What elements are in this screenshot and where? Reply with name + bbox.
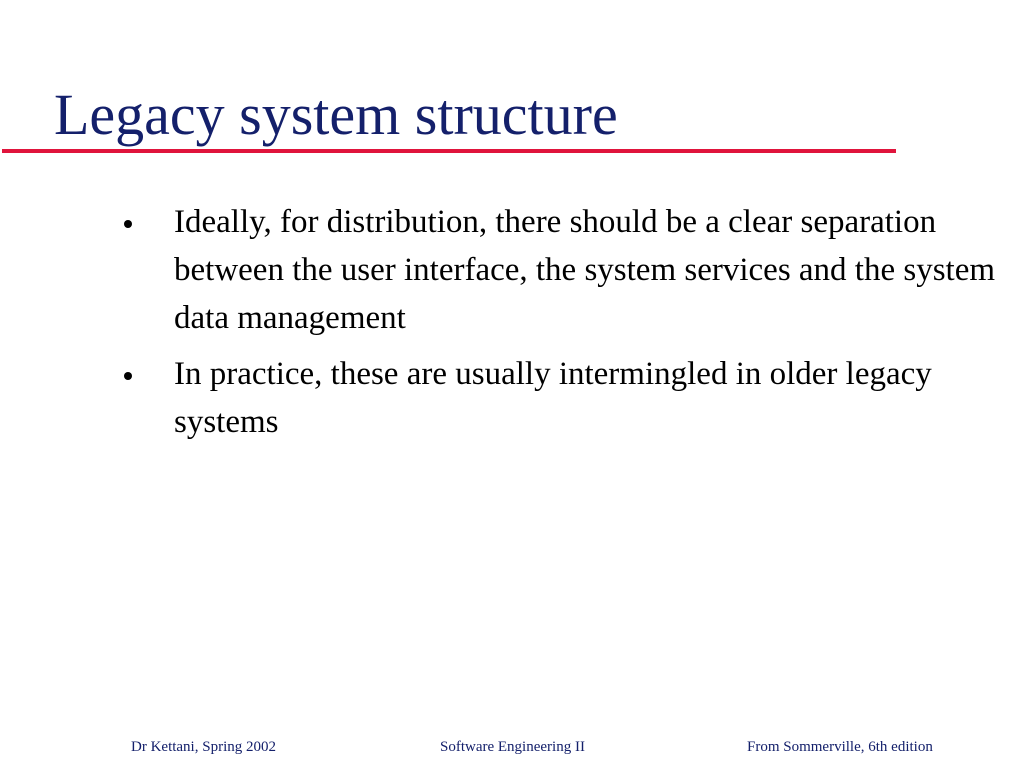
- bullet-item: [120, 350, 1000, 446]
- footer-author: Dr Kettani, Spring 2002: [131, 739, 276, 755]
- footer-course: Software Engineering II: [440, 739, 585, 755]
- title-underline: [2, 149, 896, 153]
- slide-title: Legacy system structure: [54, 82, 618, 147]
- bullet-text: Ideally, for distribution, there should be a clear separation between the user interface, the system services and the system data management: [174, 204, 996, 336]
- bullet-dot-icon: [124, 220, 132, 228]
- bullet-text: In practice, these are usually intermingled in older legacy systems: [174, 356, 932, 440]
- bullet-dot-icon: [124, 372, 132, 380]
- footer-source: From Sommerville, 6th edition: [747, 739, 933, 755]
- bullet-item: [120, 198, 1000, 342]
- bullet-list: [120, 198, 1000, 454]
